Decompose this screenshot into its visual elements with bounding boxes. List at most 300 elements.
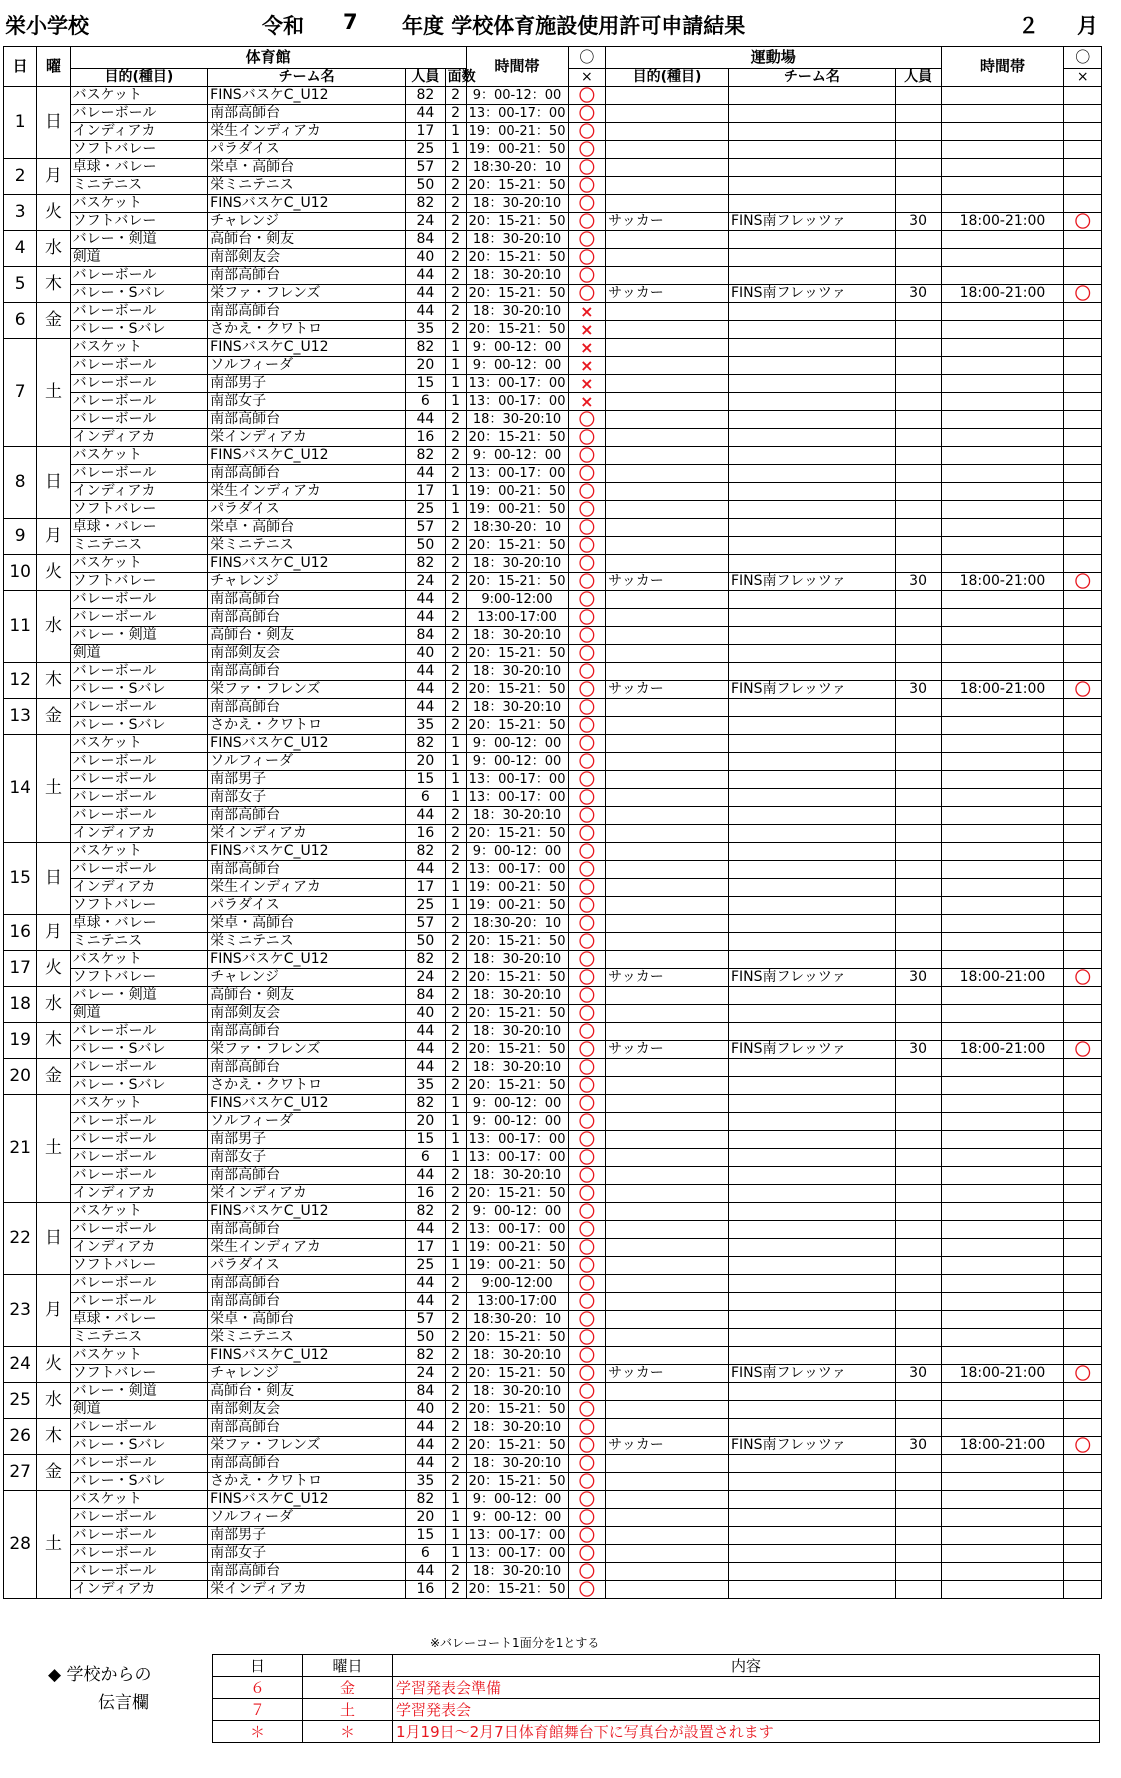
- gym-purpose: 卓球・バレー: [70, 519, 208, 537]
- field-team: [729, 753, 896, 771]
- col-time: 時間帯: [466, 47, 568, 87]
- gym-time: 9：00-12：00: [466, 447, 568, 465]
- field-result: [1064, 1203, 1102, 1221]
- schedule-row: [4, 447, 1102, 465]
- field-people: [895, 1527, 941, 1545]
- schedule-row: [4, 735, 1102, 753]
- field-purpose: [606, 1563, 729, 1581]
- field-time: [941, 951, 1064, 969]
- gym-people: 57: [406, 1311, 446, 1329]
- day-number: 25: [4, 1383, 37, 1419]
- field-purpose: [606, 1473, 729, 1491]
- gym-result: 〇: [568, 1203, 606, 1221]
- field-time: [941, 1167, 1064, 1185]
- gym-team: 栄生インディアカ: [208, 123, 406, 141]
- field-result: [1064, 1293, 1102, 1311]
- field-people: [895, 177, 941, 195]
- field-people: [895, 1383, 941, 1401]
- schedule-row: [4, 1185, 1102, 1203]
- field-purpose: [606, 735, 729, 753]
- field-purpose: [606, 1257, 729, 1275]
- field-result: [1064, 1095, 1102, 1113]
- gym-people: 35: [406, 321, 446, 339]
- gym-team: 南部剣友会: [208, 1005, 406, 1023]
- gym-courts: 2: [445, 1383, 466, 1401]
- day-number: 13: [4, 699, 37, 735]
- gym-result: 〇: [568, 267, 606, 285]
- gym-courts: 2: [445, 807, 466, 825]
- message-weekday: 金: [303, 1677, 393, 1699]
- gym-courts: 1: [445, 1113, 466, 1131]
- field-time: [941, 879, 1064, 897]
- schedule-row: [4, 951, 1102, 969]
- gym-team: 南部高師台: [208, 663, 406, 681]
- gym-team: FINSバスケC_U12: [208, 447, 406, 465]
- field-people: [895, 1077, 941, 1095]
- schedule-row: [4, 1527, 1102, 1545]
- field-time: [941, 1131, 1064, 1149]
- gym-courts: 1: [445, 879, 466, 897]
- field-people: [895, 807, 941, 825]
- field-result: [1064, 1131, 1102, 1149]
- field-team: [729, 1095, 896, 1113]
- field-result: [1064, 465, 1102, 483]
- field-time: [941, 1581, 1064, 1599]
- field-people: 30: [895, 213, 941, 231]
- gym-result: 〇: [568, 789, 606, 807]
- field-purpose: [606, 1005, 729, 1023]
- schedule-row: [4, 591, 1102, 609]
- gym-team: 南部高師台: [208, 1023, 406, 1041]
- gym-people: 40: [406, 1401, 446, 1419]
- gym-people: 84: [406, 1383, 446, 1401]
- field-result: [1064, 105, 1102, 123]
- gym-courts: 1: [445, 1239, 466, 1257]
- field-team: [729, 1527, 896, 1545]
- field-team: [729, 1149, 896, 1167]
- gym-purpose: バレーボール: [70, 105, 208, 123]
- schedule-row: [4, 1095, 1102, 1113]
- gym-time: 18：30-20:10: [466, 627, 568, 645]
- gym-purpose: バスケット: [70, 1347, 208, 1365]
- gym-courts: 1: [445, 1257, 466, 1275]
- field-people: [895, 393, 941, 411]
- gym-purpose: 卓球・バレー: [70, 159, 208, 177]
- gym-team: 栄ミニテニス: [208, 933, 406, 951]
- gym-result: 〇: [568, 951, 606, 969]
- weekday: 木: [37, 1023, 70, 1059]
- gym-people: 44: [406, 861, 446, 879]
- schedule-row: [4, 1275, 1102, 1293]
- field-time: [941, 861, 1064, 879]
- gym-purpose: バスケット: [70, 843, 208, 861]
- gym-people: 25: [406, 897, 446, 915]
- gym-people: 82: [406, 843, 446, 861]
- gym-people: 35: [406, 717, 446, 735]
- schedule-row: [4, 1311, 1102, 1329]
- field-team: [729, 429, 896, 447]
- gym-time: 13：00-17：00: [466, 375, 568, 393]
- field-people: [895, 231, 941, 249]
- field-time: [941, 1275, 1064, 1293]
- gym-time: 13：00-17：00: [466, 1149, 568, 1167]
- gym-people: 82: [406, 1095, 446, 1113]
- gym-people: 44: [406, 1563, 446, 1581]
- gym-time: 13：00-17：00: [466, 1221, 568, 1239]
- gym-courts: 2: [445, 285, 466, 303]
- gym-time: 18:30-20：10: [466, 1311, 568, 1329]
- day-number: 12: [4, 663, 37, 699]
- field-purpose: [606, 195, 729, 213]
- schedule-row: [4, 645, 1102, 663]
- gym-courts: 2: [445, 537, 466, 555]
- gym-team: 南部女子: [208, 1149, 406, 1167]
- field-purpose: [606, 1221, 729, 1239]
- gym-purpose: バレーボール: [70, 375, 208, 393]
- gym-purpose: インディアカ: [70, 1239, 208, 1257]
- field-purpose: [606, 789, 729, 807]
- field-people: [895, 1131, 941, 1149]
- field-team: [729, 861, 896, 879]
- gym-team: 高師台・剣友: [208, 627, 406, 645]
- gym-result: 〇: [568, 1005, 606, 1023]
- field-result: [1064, 879, 1102, 897]
- field-team: [729, 735, 896, 753]
- gym-purpose: バレーボール: [70, 465, 208, 483]
- gym-purpose: バレーボール: [70, 303, 208, 321]
- weekday: 木: [37, 1419, 70, 1455]
- gym-result: 〇: [568, 213, 606, 231]
- gym-purpose: バレーボール: [70, 1059, 208, 1077]
- gym-purpose: インディアカ: [70, 1581, 208, 1599]
- gym-purpose: バレーボール: [70, 663, 208, 681]
- weekday: 水: [37, 1383, 70, 1419]
- gym-courts: 2: [445, 1563, 466, 1581]
- field-team: [729, 933, 896, 951]
- schedule-row: [4, 717, 1102, 735]
- schedule-row: [4, 1347, 1102, 1365]
- gym-people: 82: [406, 1347, 446, 1365]
- field-result: [1064, 519, 1102, 537]
- field-time: [941, 483, 1064, 501]
- field-result: 〇: [1064, 1041, 1102, 1059]
- gym-time: 18：30-20:10: [466, 699, 568, 717]
- day-number: 14: [4, 735, 37, 843]
- gym-team: 栄生インディアカ: [208, 1239, 406, 1257]
- field-people: 30: [895, 1437, 941, 1455]
- field-people: [895, 1419, 941, 1437]
- weekday: 金: [37, 1059, 70, 1095]
- field-people: [895, 1401, 941, 1419]
- schedule-row: [4, 681, 1102, 699]
- gym-team: 南部女子: [208, 1545, 406, 1563]
- gym-courts: 2: [445, 267, 466, 285]
- field-time: [941, 663, 1064, 681]
- gym-people: 44: [406, 1221, 446, 1239]
- gym-people: 20: [406, 357, 446, 375]
- gym-purpose: 剣道: [70, 249, 208, 267]
- month-number: ２: [1018, 14, 1039, 38]
- gym-courts: 2: [445, 1455, 466, 1473]
- field-result: [1064, 591, 1102, 609]
- gym-people: 20: [406, 1509, 446, 1527]
- gym-people: 17: [406, 1239, 446, 1257]
- field-purpose: [606, 825, 729, 843]
- field-result: [1064, 267, 1102, 285]
- gym-team: ソルフィーダ: [208, 357, 406, 375]
- gym-courts: 2: [445, 627, 466, 645]
- field-team: [729, 1203, 896, 1221]
- gym-people: 82: [406, 555, 446, 573]
- field-purpose: サッカー: [606, 285, 729, 303]
- field-purpose: [606, 1131, 729, 1149]
- field-team: [729, 339, 896, 357]
- gym-result: 〇: [568, 1257, 606, 1275]
- schedule-row: [4, 303, 1102, 321]
- field-purpose: [606, 627, 729, 645]
- field-time: [941, 1023, 1064, 1041]
- gym-team: 南部高師台: [208, 267, 406, 285]
- field-people: [895, 825, 941, 843]
- field-purpose: [606, 861, 729, 879]
- gym-result: 〇: [568, 519, 606, 537]
- gym-purpose: バレー・Sバレ: [70, 1437, 208, 1455]
- message-day: ７: [213, 1699, 303, 1721]
- gym-purpose: バスケット: [70, 1203, 208, 1221]
- gym-time: 9:00-12:00: [466, 1275, 568, 1293]
- field-time: 18:00-21:00: [941, 1437, 1064, 1455]
- field-team: FINS南フレッツァ: [729, 1365, 896, 1383]
- schedule-row: [4, 825, 1102, 843]
- field-time: [941, 1401, 1064, 1419]
- field-purpose: [606, 879, 729, 897]
- gym-time: 18：30-20:10: [466, 195, 568, 213]
- field-people: [895, 411, 941, 429]
- gym-courts: 2: [445, 987, 466, 1005]
- field-purpose: [606, 465, 729, 483]
- field-people: [895, 375, 941, 393]
- field-purpose: [606, 321, 729, 339]
- field-team: [729, 915, 896, 933]
- field-purpose: [606, 1185, 729, 1203]
- field-team: [729, 321, 896, 339]
- gym-time: 9:00-12:00: [466, 591, 568, 609]
- field-purpose: [606, 1347, 729, 1365]
- gym-time: 19：00-21：50: [466, 897, 568, 915]
- field-result: [1064, 1059, 1102, 1077]
- gym-people: 82: [406, 1491, 446, 1509]
- gym-people: 44: [406, 1293, 446, 1311]
- field-time: [941, 789, 1064, 807]
- gym-result: 〇: [568, 609, 606, 627]
- gym-courts: 2: [445, 1293, 466, 1311]
- field-result: [1064, 1149, 1102, 1167]
- field-time: [941, 411, 1064, 429]
- field-people: [895, 1113, 941, 1131]
- field-people: [895, 735, 941, 753]
- schedule-row: [4, 1383, 1102, 1401]
- gym-result: ×: [568, 339, 606, 357]
- field-result: 〇: [1064, 969, 1102, 987]
- field-team: [729, 1275, 896, 1293]
- title-bar: [0, 0, 1121, 46]
- field-people: [895, 1185, 941, 1203]
- field-purpose: サッカー: [606, 681, 729, 699]
- field-result: [1064, 321, 1102, 339]
- gym-purpose: バレー・Sバレ: [70, 321, 208, 339]
- weekday: 土: [37, 735, 70, 843]
- field-time: [941, 159, 1064, 177]
- gym-people: 24: [406, 213, 446, 231]
- gym-team: FINSバスケC_U12: [208, 1203, 406, 1221]
- page-title: 年度 学校体育施設使用許可申請結果: [402, 14, 746, 38]
- gym-result: 〇: [568, 177, 606, 195]
- field-people: [895, 357, 941, 375]
- schedule-row: [4, 699, 1102, 717]
- field-people: [895, 897, 941, 915]
- field-time: [941, 123, 1064, 141]
- gym-purpose: バレー・剣道: [70, 987, 208, 1005]
- gym-team: 南部男子: [208, 1527, 406, 1545]
- field-people: [895, 159, 941, 177]
- field-purpose: サッカー: [606, 573, 729, 591]
- gym-team: 南部剣友会: [208, 249, 406, 267]
- gym-result: 〇: [568, 1239, 606, 1257]
- weekday: 木: [37, 267, 70, 303]
- gym-time: 20：15-21：50: [466, 1185, 568, 1203]
- gym-people: 15: [406, 771, 446, 789]
- field-time: [941, 465, 1064, 483]
- field-time: [941, 1203, 1064, 1221]
- gym-team: 南部高師台: [208, 105, 406, 123]
- field-result: [1064, 789, 1102, 807]
- gym-result: 〇: [568, 933, 606, 951]
- field-team: [729, 483, 896, 501]
- gym-result: 〇: [568, 411, 606, 429]
- gym-courts: 2: [445, 1311, 466, 1329]
- gym-people: 44: [406, 1023, 446, 1041]
- gym-purpose: バレーボール: [70, 1563, 208, 1581]
- gym-team: 南部男子: [208, 375, 406, 393]
- gym-team: 栄生インディアカ: [208, 483, 406, 501]
- field-result: [1064, 1563, 1102, 1581]
- field-time: [941, 393, 1064, 411]
- field-time: [941, 807, 1064, 825]
- gym-time: 9：00-12：00: [466, 843, 568, 861]
- gym-purpose: ソフトバレー: [70, 573, 208, 591]
- gym-people: 25: [406, 1257, 446, 1275]
- col-field-ox-top: 〇: [1064, 47, 1102, 69]
- gym-people: 82: [406, 339, 446, 357]
- gym-purpose: バスケット: [70, 735, 208, 753]
- field-result: [1064, 645, 1102, 663]
- gym-result: 〇: [568, 771, 606, 789]
- gym-courts: 2: [445, 717, 466, 735]
- gym-time: 18:30-20：10: [466, 915, 568, 933]
- field-team: [729, 249, 896, 267]
- day-number: 20: [4, 1059, 37, 1095]
- field-people: [895, 321, 941, 339]
- schedule-table: [3, 46, 1102, 1599]
- schedule-row: [4, 465, 1102, 483]
- schedule-row: [4, 1077, 1102, 1095]
- gym-purpose: インディアカ: [70, 1185, 208, 1203]
- field-time: [941, 1419, 1064, 1437]
- gym-team: 南部高師台: [208, 591, 406, 609]
- gym-result: 〇: [568, 717, 606, 735]
- field-time: [941, 1059, 1064, 1077]
- field-result: [1064, 411, 1102, 429]
- field-people: [895, 555, 941, 573]
- gym-result: 〇: [568, 627, 606, 645]
- schedule-row: [4, 663, 1102, 681]
- field-time: [941, 537, 1064, 555]
- field-purpose: [606, 1167, 729, 1185]
- gym-courts: 2: [445, 1401, 466, 1419]
- col-field-team: チーム名: [729, 69, 896, 87]
- gym-result: ×: [568, 321, 606, 339]
- gym-result: 〇: [568, 123, 606, 141]
- gym-people: 40: [406, 249, 446, 267]
- message-weekday: 土: [303, 1699, 393, 1721]
- col-purpose: 目的(種目): [70, 69, 208, 87]
- gym-team: 南部高師台: [208, 861, 406, 879]
- field-purpose: [606, 1113, 729, 1131]
- gym-team: FINSバスケC_U12: [208, 87, 406, 105]
- gym-team: 南部高師台: [208, 1059, 406, 1077]
- field-purpose: [606, 375, 729, 393]
- gym-time: 20：15-21：50: [466, 1581, 568, 1599]
- day-number: 23: [4, 1275, 37, 1347]
- gym-team: 南部高師台: [208, 807, 406, 825]
- gym-purpose: バレーボール: [70, 861, 208, 879]
- gym-people: 16: [406, 1185, 446, 1203]
- gym-people: 50: [406, 933, 446, 951]
- gym-purpose: インディアカ: [70, 879, 208, 897]
- gym-time: 19：00-21：50: [466, 1239, 568, 1257]
- field-purpose: [606, 1491, 729, 1509]
- gym-purpose: バレーボール: [70, 699, 208, 717]
- day-number: 17: [4, 951, 37, 987]
- gym-time: 20：15-21：50: [466, 573, 568, 591]
- field-team: FINS南フレッツァ: [729, 1041, 896, 1059]
- gym-result: 〇: [568, 915, 606, 933]
- gym-people: 17: [406, 483, 446, 501]
- gym-purpose: バレーボール: [70, 1455, 208, 1473]
- gym-purpose: バレーボール: [70, 1131, 208, 1149]
- gym-team: 南部高師台: [208, 1455, 406, 1473]
- gym-purpose: ソフトバレー: [70, 213, 208, 231]
- gym-result: 〇: [568, 735, 606, 753]
- gym-result: ×: [568, 375, 606, 393]
- gym-time: 20：15-21：50: [466, 321, 568, 339]
- field-team: [729, 375, 896, 393]
- gym-courts: 2: [445, 1203, 466, 1221]
- col-field-purpose: 目的(種目): [606, 69, 729, 87]
- gym-courts: 2: [445, 555, 466, 573]
- field-people: [895, 1311, 941, 1329]
- gym-team: 栄インディアカ: [208, 429, 406, 447]
- field-result: [1064, 537, 1102, 555]
- field-time: [941, 555, 1064, 573]
- schedule-row: [4, 879, 1102, 897]
- gym-team: 南部剣友会: [208, 1401, 406, 1419]
- gym-purpose: バレーボール: [70, 1275, 208, 1293]
- schedule-row: [4, 267, 1102, 285]
- field-time: [941, 357, 1064, 375]
- field-purpose: サッカー: [606, 1041, 729, 1059]
- weekday: 火: [37, 555, 70, 591]
